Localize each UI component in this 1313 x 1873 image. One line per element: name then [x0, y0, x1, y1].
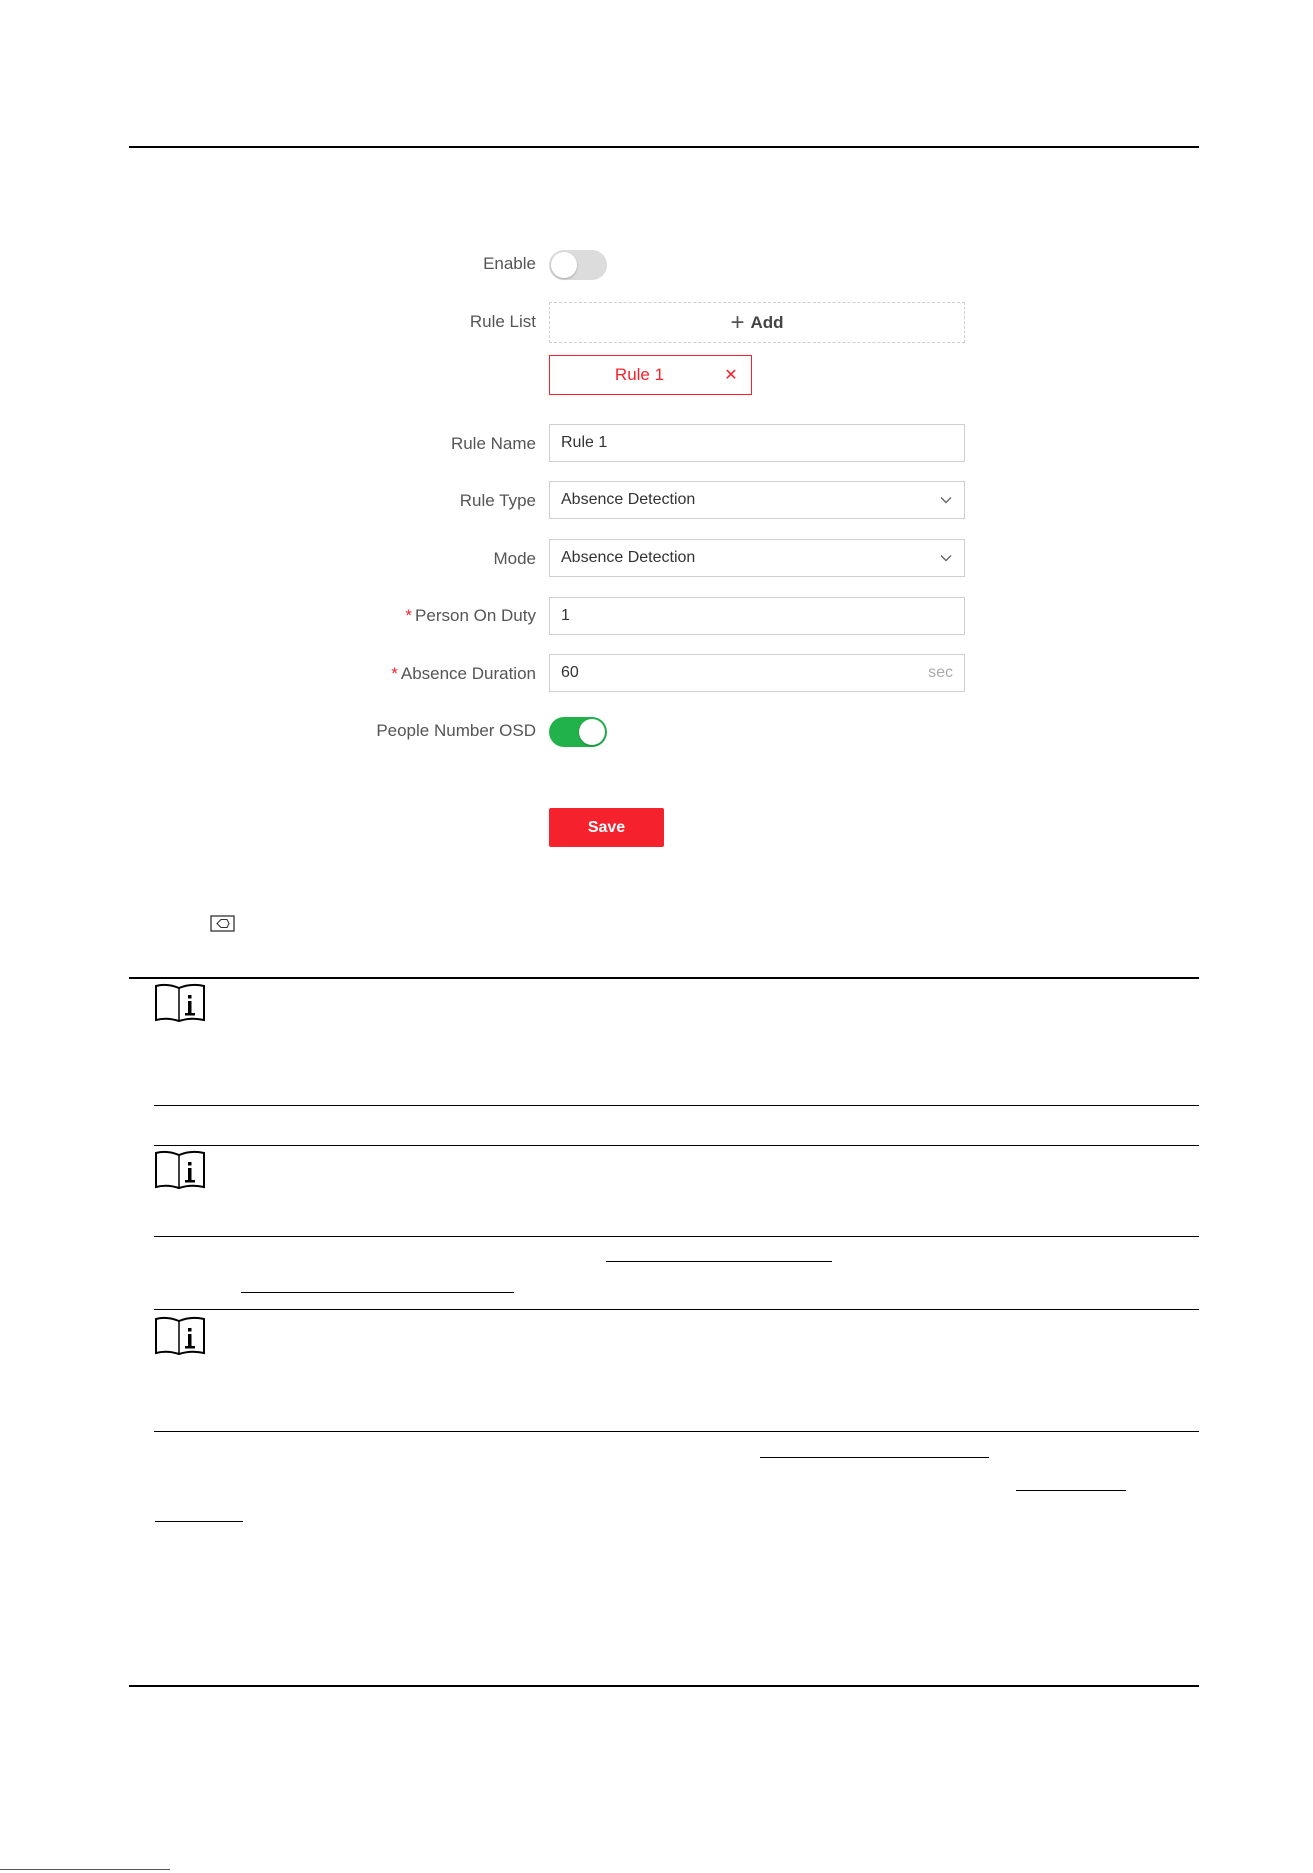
mode-select[interactable]	[549, 539, 965, 577]
absence-duration-unit: sec	[928, 664, 953, 681]
note-top-rule	[129, 977, 1199, 979]
required-mark: *	[405, 606, 413, 625]
plus-icon: +	[730, 308, 745, 336]
note-bottom-rule	[154, 1236, 1199, 1237]
person-on-duty-value: 1	[561, 607, 570, 624]
note-info-icon	[154, 1316, 206, 1356]
rule-type-label: Rule Type	[459, 491, 536, 510]
header-rule	[129, 146, 1199, 148]
ptz-icon	[210, 915, 235, 932]
people-number-osd-label: People Number OSD	[376, 721, 536, 740]
bottom-edge-strip	[0, 1869, 170, 1870]
enable-toggle[interactable]	[549, 250, 607, 280]
note-info-icon	[154, 983, 206, 1023]
toggle-knob	[579, 719, 605, 745]
mode-label: Mode	[493, 549, 536, 568]
close-icon[interactable]: ✕	[724, 367, 738, 384]
person-on-duty-label-text: Person On Duty	[415, 606, 536, 625]
required-mark: *	[391, 664, 398, 683]
save-button[interactable]: Save	[549, 808, 664, 847]
rule-tag-label: Rule 1	[614, 365, 665, 384]
absence-duration-label	[391, 664, 536, 684]
note-bottom-rule	[154, 1105, 1199, 1106]
rule-tag[interactable]	[549, 355, 752, 395]
add-rule-button[interactable]	[549, 302, 965, 343]
mode-value: Absence Detection	[561, 549, 696, 566]
person-on-duty-label	[405, 606, 536, 626]
absence-duration-input[interactable]	[549, 654, 965, 692]
add-rule-label: Add	[750, 312, 784, 332]
rule-name-input[interactable]	[549, 424, 965, 462]
rule-name-label: Rule Name	[450, 434, 536, 453]
footer-rule	[129, 1685, 1199, 1687]
cross-reference-link[interactable]	[760, 1457, 989, 1458]
chevron-down-icon	[939, 551, 953, 565]
cross-reference-link[interactable]	[155, 1521, 243, 1522]
cross-reference-link[interactable]	[241, 1292, 514, 1293]
cross-reference-link[interactable]	[1016, 1490, 1126, 1491]
note-top-rule	[154, 1309, 1199, 1310]
note-top-rule	[154, 1145, 1199, 1146]
chevron-down-icon	[939, 493, 953, 507]
absence-duration-value: 60	[561, 664, 579, 681]
rule-type-value: Absence Detection	[561, 491, 696, 508]
cross-reference-link[interactable]	[606, 1261, 832, 1262]
note-info-icon	[154, 1150, 206, 1190]
absence-duration-label-text: Absence Duration	[400, 664, 536, 683]
toggle-knob	[551, 252, 577, 278]
person-on-duty-input[interactable]	[549, 597, 965, 635]
note-bottom-rule	[154, 1431, 1199, 1432]
enable-label: Enable	[483, 254, 536, 273]
people-number-osd-toggle[interactable]	[549, 717, 607, 747]
rule-list-label: Rule List	[469, 312, 536, 331]
rule-type-select[interactable]	[549, 481, 965, 519]
rule-name-value: Rule 1	[561, 434, 608, 451]
